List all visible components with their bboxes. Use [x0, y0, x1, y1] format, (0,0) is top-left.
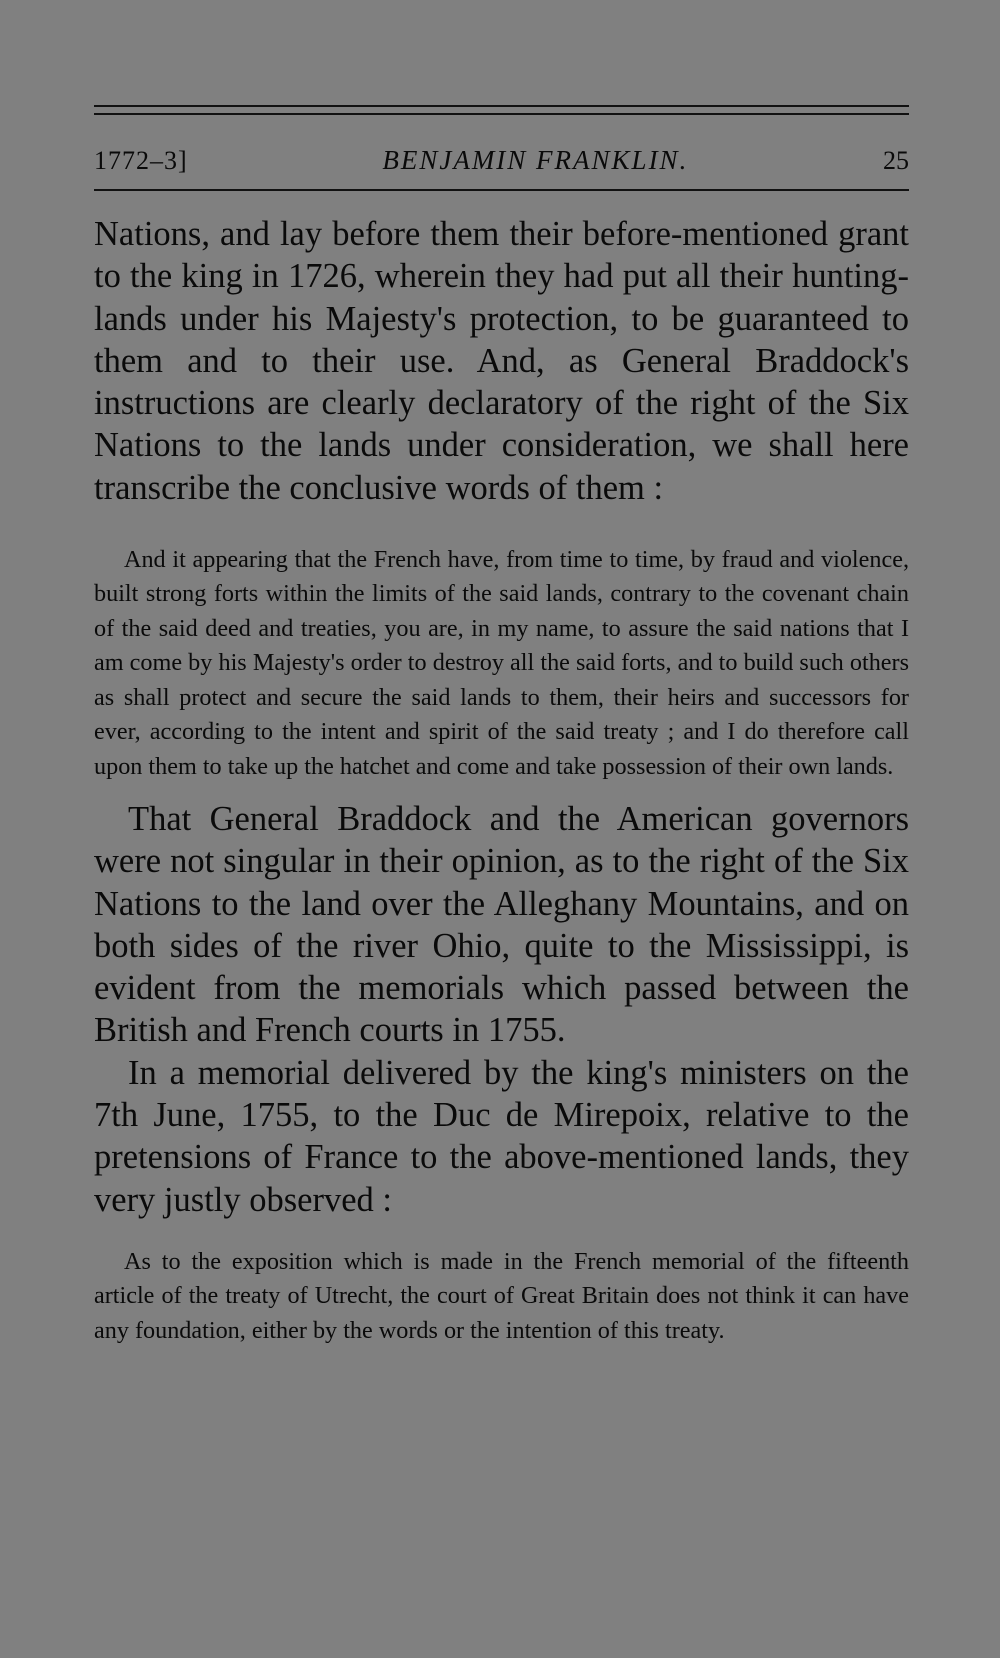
page-number: 25: [883, 146, 909, 175]
paragraph-2: That General Braddock and the American governors were not singular in their opinion, as to the right of the Six Nations to the land over the Alleghany Mountains, and on both sides of the river Ohio, quite to the Mississippi, is evident from the memorials which passed between the British and French courts in 1755.: [94, 799, 909, 1050]
running-head: [94, 145, 909, 181]
block-quote-1: And it appearing that the French have, from time to time, by fraud and violence, built strong forts within the limits of the said lands, contrary to the covenant chain of the said deed and treaties, you are, in my name, to assure the said nations that I am come by his Majesty's order to destroy all the said forts, and to build such others as shall protect and secure the said lands to them, their heirs and successors for ever, according to the intent and spirit of the said treaty ; and I do therefore call upon them to take up the hatchet and come and take possession of their own lands.: [94, 546, 909, 780]
book-page: [94, 105, 909, 1348]
paragraph-1: Nations, and lay before them their before-mentioned grant to the king in 1726, wherein they had put all their hunting-lands under his Majesty's protection, to be guaranteed to them and to their use. And, as General Braddock's instructions are clearly declaratory of the right of the Six Nations to the lands under consideration, we shall here transcribe the conclusive words of them :: [94, 215, 909, 507]
header-rule: [94, 189, 909, 191]
header-years: 1772–3]: [94, 146, 188, 175]
paragraph-3: In a memorial delivered by the king's ministers on the 7th June, 1755, to the Duc de Mirepoix, relative to the pretensions of France to the above-mentioned lands, they very justly observed :: [94, 1053, 909, 1219]
header-double-rule: [94, 105, 909, 115]
header-title: BENJAMIN FRANKLIN.: [382, 145, 689, 175]
block-quote-2: As to the exposition which is made in the French memorial of the fifteenth article of the treaty of Utrecht, the court of Great Britain does not think it can have any foundation, either by the words or the intention of this treaty.: [94, 1247, 909, 1344]
